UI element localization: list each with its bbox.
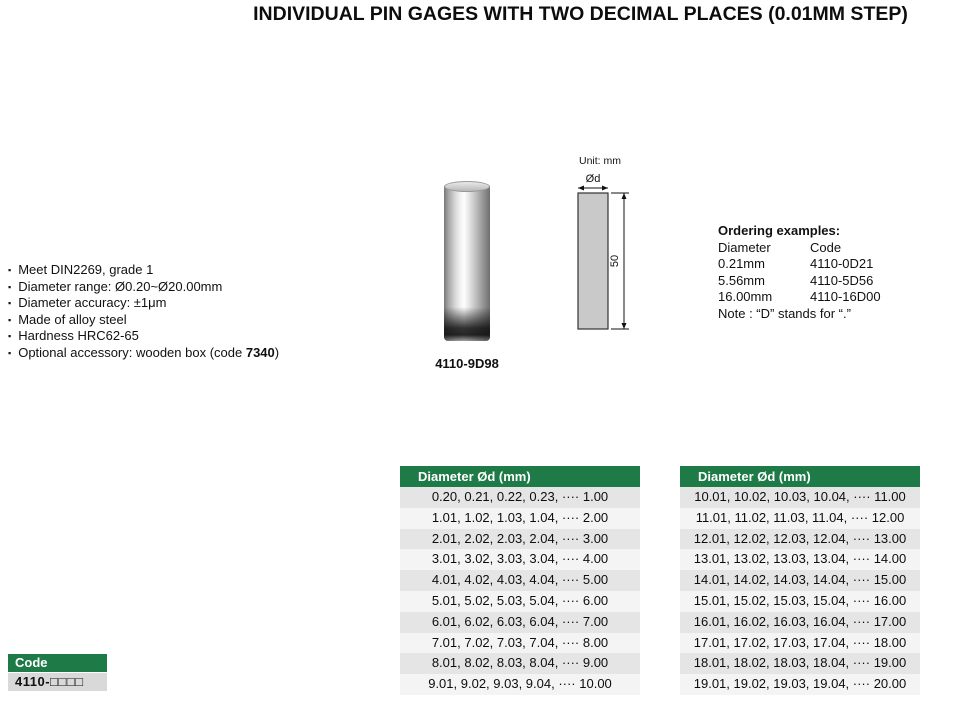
- feature-item: [8, 262, 279, 279]
- table-row: 15.01, 15.02, 15.03, 15.04, ···· 16.00: [680, 591, 920, 612]
- ordering-col-code: Code: [810, 239, 842, 255]
- table-row: 3.01, 3.02, 3.03, 3.04, ···· 4.00: [400, 549, 640, 570]
- ordering-row: [718, 289, 881, 306]
- arrow-left-icon: [578, 186, 584, 191]
- page-title: INDIVIDUAL PIN GAGES WITH TWO DECIMAL PLACES (0.01MM STEP): [253, 3, 908, 25]
- feature-item: [8, 312, 279, 329]
- table-row: 11.01, 11.02, 11.03, 11.04, ···· 12.00: [680, 508, 920, 529]
- bullet-icon: [8, 345, 11, 360]
- pin-body: [444, 186, 490, 341]
- table-row: 0.20, 0.21, 0.22, 0.23, ···· 1.00: [400, 487, 640, 508]
- table-row: 5.01, 5.02, 5.03, 5.04, ···· 6.00: [400, 591, 640, 612]
- bullet-icon: [8, 312, 11, 327]
- diameter-table-1: [400, 466, 640, 695]
- arrow-right-icon: [602, 186, 608, 191]
- dimension-drawing: [545, 152, 675, 347]
- ordering-row: [718, 256, 881, 273]
- bullet-icon: [8, 328, 11, 343]
- table-header: Diameter Ød (mm): [680, 466, 920, 487]
- table-row: 7.01, 7.02, 7.03, 7.04, ···· 8.00: [400, 633, 640, 654]
- table-row: 17.01, 17.02, 17.03, 17.04, ···· 18.00: [680, 633, 920, 654]
- ordering-header-row: [718, 240, 881, 257]
- ordering-title: Ordering examples:: [718, 223, 841, 238]
- code-block-header: Code: [8, 654, 107, 672]
- bullet-icon: [8, 295, 11, 310]
- table-row: 9.01, 9.02, 9.03, 9.04, ···· 10.00: [400, 674, 640, 695]
- table-body: [400, 487, 640, 695]
- table-row: 14.01, 14.02, 14.03, 14.04, ···· 15.00: [680, 570, 920, 591]
- bullet-icon: [8, 262, 11, 277]
- feature-text: Diameter accuracy: ±1μm: [18, 295, 167, 310]
- length-dim-label: 50: [609, 254, 621, 268]
- diameter-table-2: [680, 466, 920, 695]
- pin-top-face: [444, 181, 490, 192]
- feature-text: Optional accessory: wooden box (code: [18, 344, 246, 360]
- table-row: 13.01, 13.02, 13.03, 13.04, ···· 14.00: [680, 549, 920, 570]
- unit-label: Unit: mm: [579, 155, 621, 167]
- feature-text: ): [274, 344, 280, 360]
- table-row: 6.01, 6.02, 6.03, 6.04, ···· 7.00: [400, 612, 640, 633]
- arrow-down-icon: [622, 323, 627, 329]
- feature-text: Meet DIN2269, grade 1: [18, 262, 154, 277]
- ordering-code: 4110-5D56: [810, 272, 874, 288]
- table-row: 1.01, 1.02, 1.03, 1.04, ···· 2.00: [400, 508, 640, 529]
- feature-text: Diameter range: Ø0.20~Ø20.00mm: [18, 278, 223, 294]
- ordering-note: Note : “D” stands for “.”: [718, 305, 851, 321]
- table-row: 19.01, 19.02, 19.03, 19.04, ···· 20.00: [680, 674, 920, 695]
- table-row: 8.01, 8.02, 8.03, 8.04, ···· 9.00: [400, 653, 640, 674]
- table-row: 4.01, 4.02, 4.03, 4.04, ···· 5.00: [400, 570, 640, 591]
- pin-gage-image: [444, 181, 490, 341]
- ordering-row: [718, 273, 881, 290]
- ordering-code: 4110-16D00: [810, 289, 881, 304]
- table-body: [680, 487, 920, 695]
- feature-list: [8, 262, 279, 361]
- diameter-dim-label: Ød: [585, 173, 601, 185]
- table-row: 16.01, 16.02, 16.03, 16.04, ···· 17.00: [680, 612, 920, 633]
- table-row: 12.01, 12.02, 12.03, 12.04, ···· 13.00: [680, 529, 920, 550]
- ordering-col-diameter: Diameter: [718, 239, 771, 255]
- feature-item-accessory: [8, 345, 279, 362]
- feature-text: Made of alloy steel: [18, 311, 127, 327]
- arrow-up-icon: [622, 193, 627, 199]
- ordering-code: 4110-0D21: [810, 256, 874, 271]
- ordering-diameter: 16.00mm: [718, 289, 773, 304]
- code-block-value: 4110-□□□□: [8, 673, 107, 691]
- bullet-icon: [8, 279, 11, 294]
- feature-item: [8, 328, 279, 345]
- pin-model-label: 4110-9D98: [435, 356, 499, 371]
- pin-outline-rect: [578, 193, 608, 329]
- feature-item: [8, 295, 279, 312]
- ordering-diameter: 0.21mm: [718, 256, 765, 271]
- ordering-diameter: 5.56mm: [718, 272, 765, 288]
- table-row: 2.01, 2.02, 2.03, 2.04, ···· 3.00: [400, 529, 640, 550]
- table-row: 10.01, 10.02, 10.03, 10.04, ···· 11.00: [680, 487, 920, 508]
- table-row: 18.01, 18.02, 18.03, 18.04, ···· 19.00: [680, 653, 920, 674]
- ordering-examples: [718, 223, 881, 322]
- table-header: Diameter Ød (mm): [400, 466, 640, 487]
- feature-item: [8, 279, 279, 296]
- accessory-code: 7340: [245, 344, 275, 360]
- feature-text: Hardness HRC62-65: [18, 328, 139, 343]
